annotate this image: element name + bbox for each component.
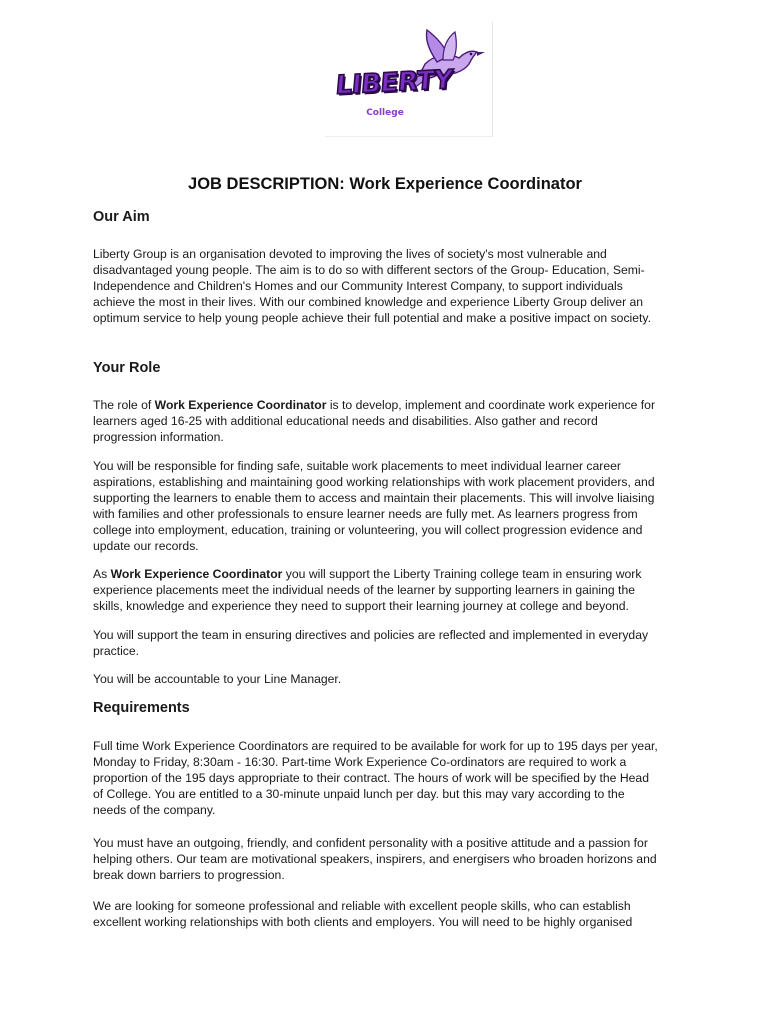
logo-wordmark: LIBERTY [334,64,454,101]
paragraph-requirements-3: We are looking for someone professional and reliable with excellent people skills, who can establish excellent working relationships with both clients and employers. You will need to be highly organised [93,899,633,929]
page-title: JOB DESCRIPTION: Work Experience Coordinator [188,175,582,193]
role-1-bold: Work Experience Coordinator [154,398,327,412]
paragraph-role-5: You will be accountable to your Line Manager. [93,672,342,686]
paragraph-role-4: You will support the team in ensuring directives and policies are reflected and implemented in everyday practice. [93,628,649,658]
heading-our-aim: Our Aim [93,209,150,225]
liberty-college-logo [325,22,493,137]
heading-requirements: Requirements [93,700,190,716]
role-1-post: is to develop, implement and coordinate work experience for learners aged 16-25 with additional educational needs and disabilities. Also gather and record progression information. [93,398,656,444]
paragraph-requirements-1: Full time Work Experience Coordinators are required to be available for work for up to 195 days per year, Monday to Friday, 8:30am - 16:30. Part-time Work Experience Co-ordinators are required to work a proportion of the 195 days appropriate to their contract. The hours of work will be specified by the Head of College. You are entitled to a 30-minute unpaid lunch per day. but this may vary according to the needs of the company. [93,739,658,817]
paragraph-aim: Liberty Group is an organisation devoted to improving the lives of society's most vulnerable and disadvantaged young people. The aim is to do so with different sectors of the Group- Education, Semi-Independence and Children's Homes and our Community Interest Company, to support individuals achieve the most in their lives. With our combined knowledge and experience Liberty Group deliver an optimum service to help young people achieve their full potential and make a positive impact on society. [93,247,651,325]
paragraph-requirements-2: You must have an outgoing, friendly, and confident personality with a positive attitude and a passion for helping others. Our team are motivational speakers, inspirers, and energisers who broaden horizons and break down barriers to progression. [93,836,657,882]
paragraph-role-2: You will be responsible for finding safe, suitable work placements to meet individual learner career aspirations, establishing and maintaining good working relationships with work placement providers, and supporting the learners to enable them to access and maintain their placements. This will involve liaising with families and other professionals to ensure learner needs are fully met. As learners progress from college into employment, education, training or volunteering, you will collect progression evidence and update our records. [93,459,655,553]
role-3-pre: As [93,567,111,581]
role-1-pre: The role of [93,398,155,412]
role-3-post: you will support the Liberty Training college team in ensuring work experience placements meet the individual needs of the learner by supporting learners in gaining the skills, knowledge and experience they need to support their learning journey at college and beyond. [93,567,642,613]
paragraph-role-3 [93,566,658,614]
role-3-bold: Work Experience Coordinator [110,567,283,581]
paragraph-role-1 [93,397,658,445]
logo-subtitle: College [366,108,404,118]
heading-your-role: Your Role [93,360,161,376]
